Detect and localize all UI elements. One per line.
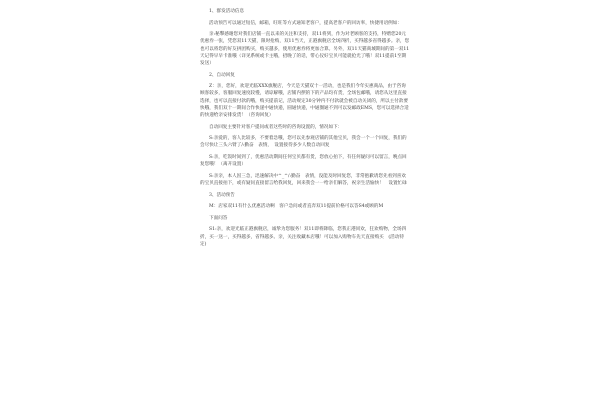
document-body [200, 8, 410, 252]
paragraph-qa-example: S1:亲，欢迎光临正港旗舰店，诚挚为您服务！双11即将降临，您我正港同欢，狂欢购物，全场四折，买一送一，买得越多，省得越多。亲，关注收藏本店哦！可以加入购物车先天直接购买 (活动特定) [200, 227, 407, 247]
section-heading-preview: 3、活动预告 [209, 192, 235, 198]
paragraph-reply-busy: S:亲爱的，客人比较多，不要着急哦，您可以先参观店铺的其他宝贝，我会一个一个回复，我们的会尽快让三头六臂了/:勤奋 表情， 设置接待多少人数自动回复 [200, 136, 407, 149]
paragraph-reply-occupied: S:亲亲，本人因三急，迅速解决中^_^/:勤奋 表情，没能及时回复您，非常抱歉请您先看到喜欢的宝贝直接拍下，或有疑问直接留言给我回复，回来我会一一给亲们解答，祝亲生活愉快！ 设置忙碌 [200, 173, 407, 186]
section-heading-broadcast: 1、群发活动信息 [209, 9, 245, 14]
paragraph-preview-example: M：店家双11有什么优惠活动啊 客户急问或者直奔双11提前价格可以答S4或顾的M [209, 204, 384, 210]
section-heading-auto-reply: 2、自动回复 [209, 72, 235, 78]
paragraph-reply-away: S:亲，吃饭时间到了，优惠活动期间任何宝贝都有货，您放心拍下，有任何疑问可以留言，晚点回复您哦！（离开设置） [200, 154, 407, 168]
section-heading-qa: 下面问答 [209, 215, 228, 221]
paragraph-auto-reply-note: 自动回复主要针对客户提问或者这些时的咨询设置的，情况如下： [209, 124, 343, 130]
paragraph-auto-reply-example: Z：亲，您好，欢迎光临XXX旗舰店，今天是天猫双十一活动，也是我们今年实惠商品，由于咨询顾客较多，客服回复速度较慢，请谅解哦，店铺内摆的下的产品均有货，全场包邮哦，请您从这里直接选择，也可以直接付款的哦，购买提前记，活动规定30分钟内不付款就会被自动关闭的，所以主付款要快哦，我们双十一期间合作快递中通快递，圆通快递，中通圈通不到可以发邮政EMS，您可以选择合适的快递给亲安排发货！（咨询回复） [200, 84, 409, 118]
paragraph-broadcast-example: 亲:秘撃感谢您对我们店铺一直以来的关注和支持，双11将到，作为对老顾客的支持，特赠您20元优惠券一张，凭您双11天猫，限时抢购，双11当天，正港旗舰店全场四折，买得越多省得越多。亲，您也可以将您的好友拼团购买，购买越多，使用优惠券将更加合算。另外，双11天猫商城期间的第一双11天记得早早卡准哦（详见系统或卡主哦，招晚了的话，带心仪好宝贝可能就抢光了哦！双11提前1至期发送） [200, 32, 410, 66]
paragraph-broadcast-intro: 活动预告可以通过短信，邮箱，旺旺等方式通知老客户，提高老客户的回访率，快捷用语例如： [209, 20, 402, 26]
